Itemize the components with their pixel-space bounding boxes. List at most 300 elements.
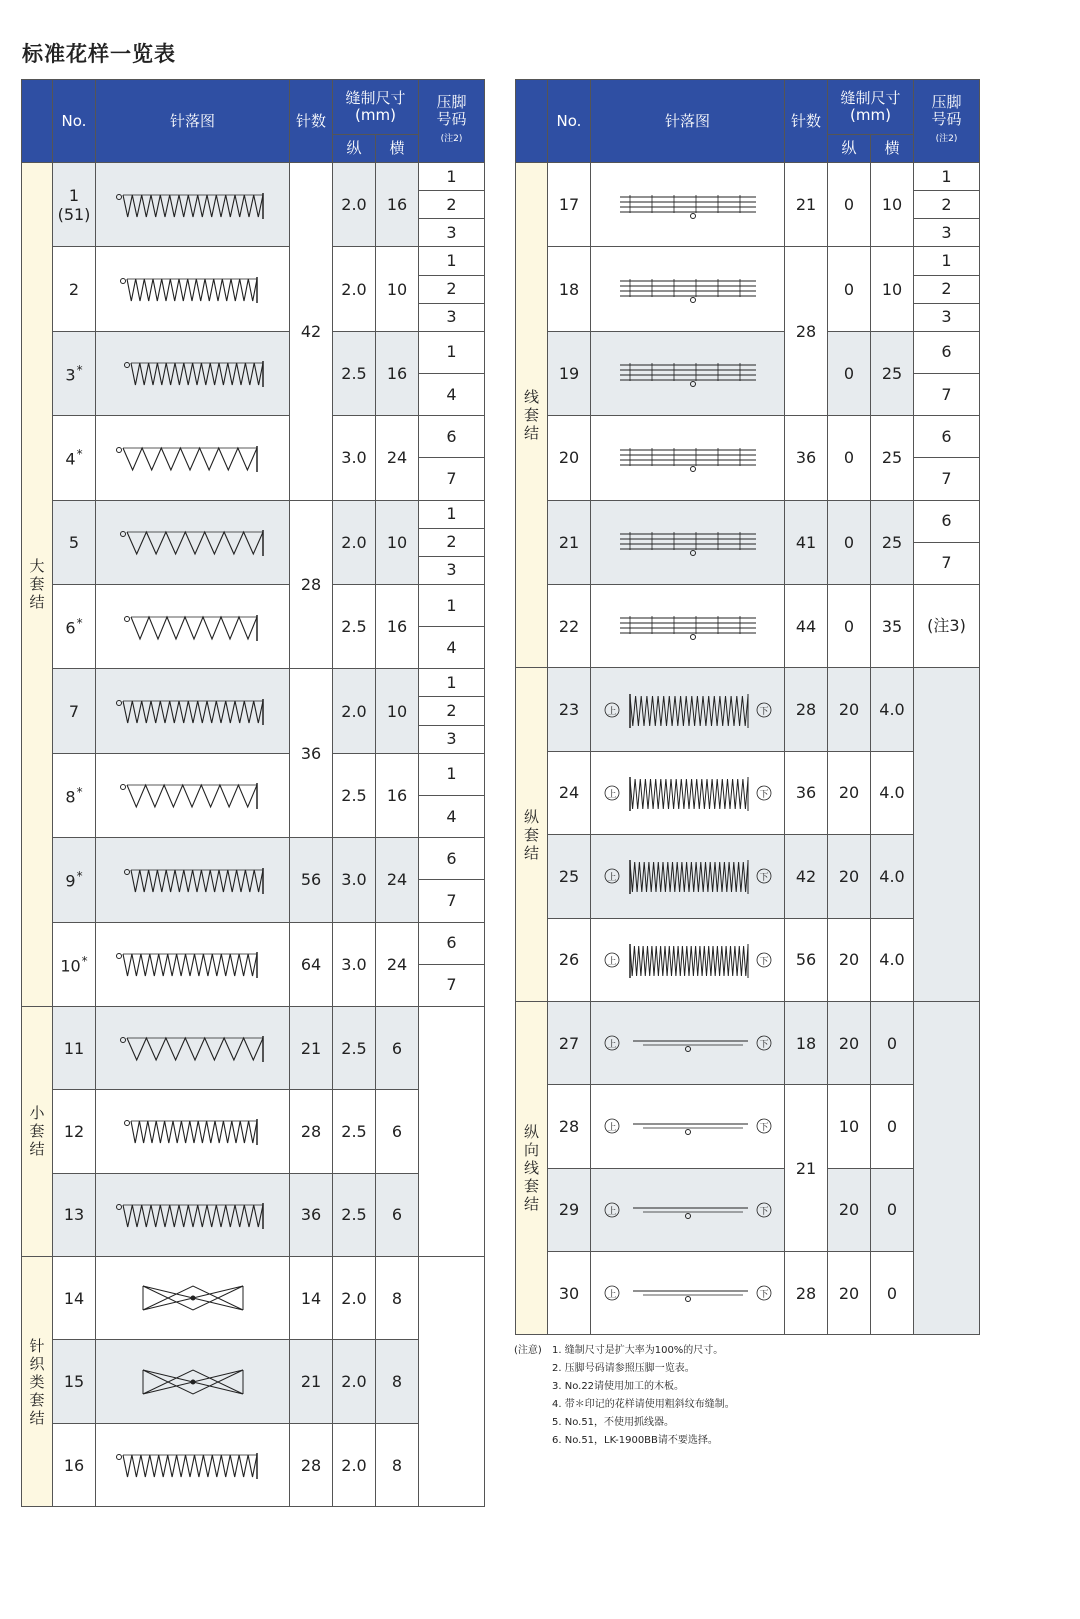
sew-width: 24 (376, 922, 419, 1006)
category-label: 大套结 (29, 557, 45, 612)
presser-foot-cell (914, 1001, 980, 1335)
notes (514, 1342, 735, 1450)
presser-foot-no: 4 (419, 373, 484, 415)
table-row (22, 838, 485, 922)
sew-length: 2.0 (333, 163, 376, 247)
pattern-no-cell (53, 1006, 96, 1089)
presser-foot-no: 2 (419, 275, 484, 303)
stitch-diagram-icon (598, 259, 778, 319)
sew-width: 10 (871, 247, 914, 331)
diagram-header: 针落图 (96, 80, 290, 163)
pattern-no: 6 (65, 618, 76, 638)
stitch-diagram-icon (598, 763, 778, 823)
sew-width: 6 (376, 1090, 419, 1173)
table-row (516, 1085, 980, 1168)
pattern-no: 27 (558, 1033, 580, 1053)
sew-width: 10 (871, 163, 914, 247)
pattern-no: 3 (65, 365, 76, 385)
table-row (22, 922, 485, 1006)
presser-foot-no: 1 (446, 595, 457, 615)
stitch-diagram-icon (103, 512, 283, 572)
stitch-count: 56 (290, 838, 333, 922)
stitch-diagram-cell (591, 1252, 785, 1335)
stitch-diagram-cell (96, 1423, 290, 1506)
note-lead (514, 1378, 552, 1396)
table-row (22, 1173, 485, 1256)
pattern-no: 17 (558, 195, 580, 215)
sew-length: 0 (828, 416, 871, 500)
table-row (516, 163, 980, 247)
pattern-no: 21 (558, 532, 580, 552)
sew-width: 24 (376, 838, 419, 922)
stitch-count: 28 (290, 500, 333, 669)
sew-width: 8 (376, 1257, 419, 1340)
sew-length: 2.0 (333, 669, 376, 753)
stitches-header: 针数 (290, 80, 333, 163)
size-header-unit: (mm) (355, 106, 396, 124)
sew-length: 0 (828, 500, 871, 584)
pattern-no-cell (548, 247, 591, 331)
presser-foot-no: 6 (446, 426, 457, 446)
table-row (516, 500, 980, 584)
twill-mark: * (76, 869, 83, 884)
sew-width: 4.0 (871, 751, 914, 834)
table-row (516, 1168, 980, 1251)
sew-width: 25 (871, 416, 914, 500)
category-cell (516, 163, 548, 668)
pattern-no-cell (53, 331, 96, 415)
note-lead (514, 1414, 552, 1432)
stitch-diagram-icon (598, 846, 778, 906)
sew-width: 6 (376, 1006, 419, 1089)
presser-foot-no: 6 (941, 342, 952, 362)
presser-foot-cell (914, 247, 980, 331)
direction-down-label: 下 (758, 789, 769, 800)
pattern-no: 5 (68, 532, 80, 552)
stitch-count: 28 (785, 247, 828, 416)
stitch-diagram-icon (103, 934, 283, 994)
pattern-no-cell (53, 1423, 96, 1506)
sew-width: 0 (871, 1252, 914, 1335)
sew-length: 20 (828, 835, 871, 918)
stitch-diagram-cell (591, 163, 785, 247)
stitch-diagram-cell (591, 1168, 785, 1251)
stitch-diagram-cell (96, 1257, 290, 1340)
category-label: 小套结 (29, 1104, 45, 1159)
direction-up-label: 上 (606, 706, 617, 717)
presser-foot-no: 3 (914, 303, 979, 331)
sew-length: 2.0 (333, 1257, 376, 1340)
presser-foot-no: 6 (446, 848, 457, 868)
note-item: 1. 缝制尺寸是扩大率为100%的尺寸。 (552, 1345, 724, 1356)
presser-foot-no: 7 (419, 964, 484, 1006)
stitch-count: 28 (290, 1090, 333, 1173)
presser-foot-no: (注3) (927, 616, 966, 636)
table-row (516, 584, 980, 667)
pattern-no-cell (548, 416, 591, 500)
table-row (22, 1006, 485, 1089)
pattern-no-cell (548, 1001, 591, 1084)
presser-foot-no: 2 (914, 190, 979, 218)
stitch-count: 42 (785, 835, 828, 918)
stitch-count: 21 (290, 1340, 333, 1423)
stitch-diagram-icon (598, 1180, 778, 1240)
category-cell (22, 1257, 53, 1507)
presser-foot-no: 2 (419, 528, 484, 556)
sew-width: 10 (376, 669, 419, 753)
sew-length: 3.0 (333, 922, 376, 1006)
sew-width: 4.0 (871, 918, 914, 1001)
stitch-count: 28 (290, 1423, 333, 1506)
stitch-diagram-cell (591, 1085, 785, 1168)
table-row (22, 753, 485, 837)
diagram-header: 针落图 (591, 80, 785, 163)
stitch-diagram-cell (591, 835, 785, 918)
table-row (22, 669, 485, 753)
twill-mark: * (76, 362, 83, 377)
presser-foot-cell (419, 163, 485, 247)
note-lead: (注意) (514, 1345, 542, 1356)
stitch-diagram-icon (103, 850, 283, 910)
stitch-diagram-cell (591, 247, 785, 331)
presser-foot-no: 2 (914, 275, 979, 303)
presser-foot-no: 1 (446, 504, 457, 524)
stitch-diagram-icon (103, 1352, 283, 1412)
presser-foot-no: 1 (446, 672, 457, 692)
foot-header-label-2: 号码 (931, 110, 962, 128)
stitch-diagram-icon (598, 343, 778, 403)
presser-foot-cell (914, 416, 980, 500)
presser-foot-cell (419, 838, 485, 922)
sew-width: 0 (871, 1168, 914, 1251)
direction-down-label: 下 (758, 1206, 769, 1217)
table-row (22, 584, 485, 668)
left-pattern-table (21, 79, 485, 1507)
sew-width: 6 (376, 1173, 419, 1256)
stitch-count: 56 (785, 918, 828, 1001)
stitch-diagram-icon (103, 343, 283, 403)
stitch-count: 36 (785, 751, 828, 834)
pattern-no-cell (53, 753, 96, 837)
sew-width: 4.0 (871, 835, 914, 918)
sew-width: 0 (871, 1085, 914, 1168)
pattern-no-cell (548, 584, 591, 667)
presser-foot-no: 6 (446, 933, 457, 953)
twill-mark: * (81, 953, 88, 968)
pattern-no-cell (53, 922, 96, 1006)
table-row (516, 751, 980, 834)
stitch-diagram-icon (103, 1435, 283, 1495)
pattern-no-cell (548, 331, 591, 415)
stitch-diagram-cell (96, 838, 290, 922)
sew-length: 2.0 (333, 1340, 376, 1423)
presser-foot-no: 6 (941, 426, 952, 446)
presser-foot-cell (419, 1257, 485, 1507)
sew-length: 20 (828, 668, 871, 751)
note-lead (514, 1432, 552, 1450)
foot-header-note: (注2) (440, 134, 463, 144)
category-cell (516, 668, 548, 1002)
pattern-no-cell (548, 1252, 591, 1335)
category-cell (22, 1006, 53, 1256)
category-header (516, 80, 548, 163)
sew-width: 10 (376, 500, 419, 584)
table-row (516, 247, 980, 331)
foot-header (419, 80, 485, 163)
page-title: 标准花样一览表 (22, 42, 176, 66)
stitch-diagram-cell (591, 1001, 785, 1084)
pattern-no-alt: (51) (57, 204, 91, 224)
stitch-diagram-icon (103, 681, 283, 741)
stitch-diagram-cell (96, 247, 290, 331)
direction-down-label: 下 (758, 1123, 769, 1134)
pattern-no-cell (53, 416, 96, 500)
presser-foot-cell (914, 163, 980, 247)
table-row (22, 500, 485, 584)
note-item: 2. 压脚号码请参照压脚一览表。 (552, 1363, 695, 1374)
presser-foot-no: 4 (419, 795, 484, 837)
pattern-no: 24 (558, 783, 580, 803)
size-header-label: 缝制尺寸 (840, 89, 901, 107)
pattern-no: 29 (558, 1200, 580, 1220)
presser-foot-cell (419, 416, 485, 500)
note-item: 6. No.51，LK-1900BB请不要选择。 (552, 1435, 718, 1446)
sew-length: 20 (828, 1168, 871, 1251)
pattern-no-cell (548, 1085, 591, 1168)
foot-header-label: 压脚 (436, 93, 467, 111)
width-header: 横 (871, 135, 914, 163)
stitch-diagram-icon (598, 680, 778, 740)
twill-mark: * (76, 784, 83, 799)
note-row (514, 1378, 735, 1396)
stitch-diagram-icon (103, 1018, 283, 1078)
stitch-diagram-cell (96, 922, 290, 1006)
stitch-count: 21 (785, 1085, 828, 1252)
sew-length: 0 (828, 163, 871, 247)
sew-width: 35 (871, 584, 914, 667)
pattern-no-cell (53, 1173, 96, 1256)
sew-length: 10 (828, 1085, 871, 1168)
stitch-diagram-cell (591, 331, 785, 415)
category-header (22, 80, 53, 163)
pattern-no-cell (53, 838, 96, 922)
sew-width: 4.0 (871, 668, 914, 751)
category-cell (516, 1001, 548, 1335)
stitch-diagram-icon (103, 765, 283, 825)
sew-length: 2.0 (333, 1423, 376, 1506)
sew-width: 8 (376, 1340, 419, 1423)
pattern-no: 13 (63, 1205, 85, 1225)
sew-length: 3.0 (333, 838, 376, 922)
stitch-diagram-cell (591, 668, 785, 751)
stitch-diagram-cell (96, 1090, 290, 1173)
sew-length: 2.0 (333, 500, 376, 584)
direction-down-label: 下 (758, 706, 769, 717)
stitch-count: 21 (290, 1006, 333, 1089)
pattern-no: 22 (558, 616, 580, 636)
presser-foot-no: 2 (419, 696, 484, 724)
pattern-no: 4 (65, 449, 76, 469)
presser-foot-cell (914, 668, 980, 1002)
size-header (828, 80, 914, 135)
sew-length: 20 (828, 1252, 871, 1335)
stitch-diagram-cell (96, 669, 290, 753)
sew-width: 25 (871, 331, 914, 415)
direction-up-label: 上 (606, 956, 617, 967)
sew-length: 2.5 (333, 753, 376, 837)
foot-header-label-2: 号码 (436, 110, 467, 128)
pattern-no: 30 (558, 1283, 580, 1303)
table-row (516, 918, 980, 1001)
pattern-no: 14 (63, 1288, 85, 1308)
sew-width: 16 (376, 163, 419, 247)
stitch-diagram-cell (96, 500, 290, 584)
stitch-diagram-cell (591, 416, 785, 500)
presser-foot-no: 4 (419, 626, 484, 668)
stitch-diagram-icon (598, 175, 778, 235)
pattern-no: 2 (68, 279, 80, 299)
presser-foot-no: 7 (419, 457, 484, 499)
note-lead (514, 1396, 552, 1414)
stitch-diagram-icon (103, 597, 283, 657)
direction-down-label: 下 (758, 873, 769, 884)
sew-width: 16 (376, 331, 419, 415)
presser-foot-no: 6 (941, 511, 952, 531)
presser-foot-cell (419, 331, 485, 415)
direction-down-label: 下 (758, 1290, 769, 1301)
pattern-no-cell (548, 500, 591, 584)
pattern-no-cell (53, 584, 96, 668)
note-item: 4. 带＊印记的花样请使用粗斜纹布缝制。 (552, 1399, 735, 1410)
table-row (22, 1090, 485, 1173)
direction-down-label: 下 (758, 1040, 769, 1051)
category-label: 纵向线套结 (523, 1123, 539, 1214)
stitch-diagram-icon (103, 1185, 283, 1245)
note-row (514, 1414, 735, 1432)
pattern-no-cell (53, 500, 96, 584)
presser-foot-no: 2 (419, 190, 484, 218)
stitch-count: 14 (290, 1257, 333, 1340)
note-row (514, 1396, 735, 1414)
pattern-no: 15 (63, 1372, 85, 1392)
sew-width: 10 (376, 247, 419, 331)
sew-width: 25 (871, 500, 914, 584)
pattern-no-cell (53, 247, 96, 331)
presser-foot-no: 1 (941, 166, 952, 186)
category-label: 线套结 (523, 388, 539, 443)
stitches-header: 针数 (785, 80, 828, 163)
stitch-count: 36 (290, 1173, 333, 1256)
stitch-count: 21 (785, 163, 828, 247)
presser-foot-cell (914, 331, 980, 415)
presser-foot-no: 3 (419, 725, 484, 753)
pattern-no: 25 (558, 866, 580, 886)
sew-width: 24 (376, 416, 419, 500)
stitch-diagram-icon (598, 1096, 778, 1156)
stitch-diagram-icon (598, 512, 778, 572)
table-row (22, 1340, 485, 1423)
presser-foot-no: 7 (914, 373, 979, 415)
table-row (22, 1257, 485, 1340)
category-cell (22, 163, 53, 1007)
presser-foot-cell (419, 669, 485, 753)
sew-length: 2.0 (333, 247, 376, 331)
pattern-no-cell (548, 918, 591, 1001)
presser-foot-cell (419, 753, 485, 837)
pattern-no-cell (53, 669, 96, 753)
stitch-diagram-cell (591, 500, 785, 584)
stitch-diagram-icon (598, 1013, 778, 1073)
stitch-diagram-cell (96, 584, 290, 668)
pattern-no-cell (53, 163, 96, 247)
right-pattern-table (515, 79, 980, 1335)
stitch-count: 44 (785, 584, 828, 667)
sew-length: 0 (828, 331, 871, 415)
direction-up-label: 上 (606, 789, 617, 800)
note-lead (514, 1360, 552, 1378)
stitch-count: 36 (290, 669, 333, 838)
pattern-no: 18 (558, 279, 580, 299)
pattern-no-cell (548, 751, 591, 834)
presser-foot-cell (419, 584, 485, 668)
size-header-label: 缝制尺寸 (345, 89, 406, 107)
pattern-no: 23 (558, 700, 580, 720)
presser-foot-no: 7 (419, 879, 484, 921)
stitch-diagram-cell (96, 753, 290, 837)
sew-length: 0 (828, 584, 871, 667)
pattern-no-cell (548, 163, 591, 247)
no-header: No. (53, 80, 96, 163)
direction-down-label: 下 (758, 956, 769, 967)
table-row (516, 331, 980, 415)
twill-mark: * (76, 615, 83, 630)
presser-foot-no: 1 (446, 342, 457, 362)
pattern-no-cell (53, 1340, 96, 1423)
presser-foot-cell (419, 500, 485, 584)
category-label: 针织类套结 (29, 1336, 45, 1427)
stitch-diagram-cell (96, 331, 290, 415)
pattern-no-cell (548, 668, 591, 751)
foot-header-label: 压脚 (931, 93, 962, 111)
length-header: 纵 (828, 135, 871, 163)
note-item: 3. No.22请使用加工的木板。 (552, 1381, 685, 1392)
presser-foot-no: 3 (914, 218, 979, 246)
sew-width: 8 (376, 1423, 419, 1506)
pattern-no: 11 (63, 1038, 85, 1058)
sew-length: 20 (828, 1001, 871, 1084)
presser-foot-cell (419, 1006, 485, 1256)
sew-width: 16 (376, 753, 419, 837)
stitch-diagram-icon (598, 1263, 778, 1323)
sew-length: 2.5 (333, 331, 376, 415)
twill-mark: * (76, 447, 83, 462)
table-row (22, 416, 485, 500)
sew-length: 2.5 (333, 584, 376, 668)
stitch-diagram-icon (103, 175, 283, 235)
stitch-diagram-cell (96, 1006, 290, 1089)
pattern-no: 8 (65, 787, 76, 807)
presser-foot-no: 3 (419, 303, 484, 331)
length-header: 纵 (333, 135, 376, 163)
table-row (516, 416, 980, 500)
pattern-no: 28 (558, 1116, 580, 1136)
presser-foot-cell (419, 247, 485, 331)
sew-length: 2.5 (333, 1090, 376, 1173)
note-row (514, 1342, 735, 1360)
stitch-diagram-cell (591, 918, 785, 1001)
sew-width: 0 (871, 1001, 914, 1084)
sew-length: 2.5 (333, 1006, 376, 1089)
